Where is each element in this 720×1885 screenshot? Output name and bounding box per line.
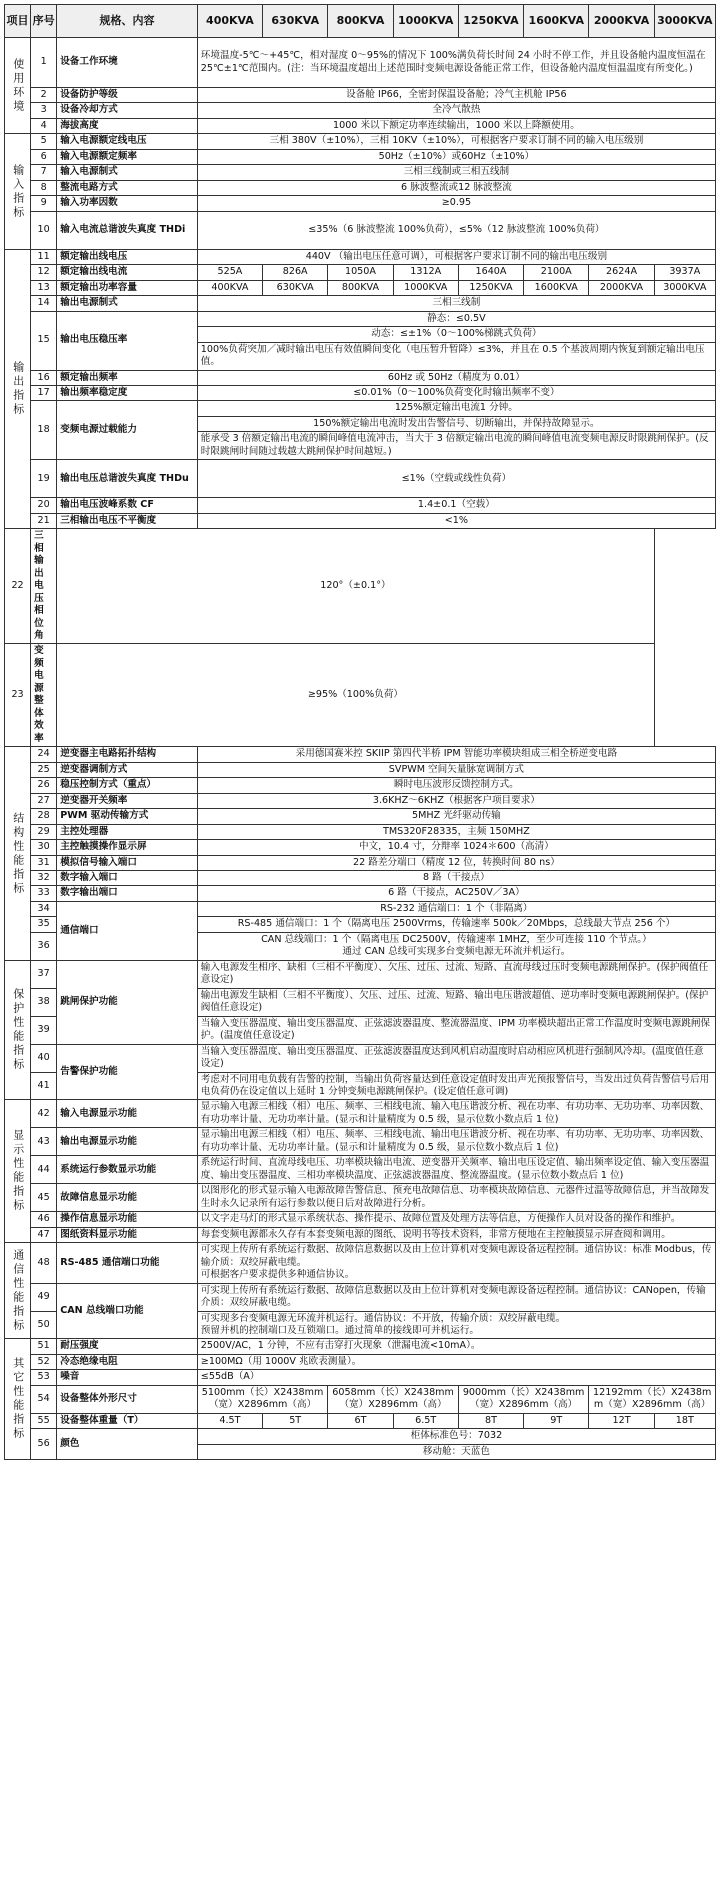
table-row: [5, 296, 716, 311]
table-row: [5, 1243, 716, 1283]
row-no: 30: [31, 840, 57, 855]
table-row: [5, 370, 716, 385]
row-no: 28: [31, 809, 57, 824]
row-no: 11: [31, 249, 57, 264]
row-no: 19: [31, 460, 57, 498]
row-text: ≥95%（100%负荷）: [57, 644, 654, 747]
row-name: 输入电源额定线电压: [57, 134, 198, 149]
row-text: 50Hz（±10%）或60Hz（±10%）: [197, 149, 715, 164]
row-no: 24: [31, 747, 57, 762]
row-text: ≥0.95: [197, 196, 715, 211]
table-row: [5, 513, 716, 528]
value-cell: 6.5T: [393, 1413, 458, 1428]
row-name: 通信端口: [57, 901, 198, 960]
text-line: CAN 总线端口：1 个（隔离电压 DC2500V，传输速率 1MHZ，至少可连接 110 个节点。）: [261, 933, 652, 945]
category-cell: 显示性能指标: [5, 1100, 31, 1243]
row-no: 18: [31, 401, 57, 460]
row-name: 输出电压稳压率: [57, 311, 198, 370]
row-text: ≤0.01%（0～100%负荷变化时输出频率不变）: [197, 385, 715, 400]
row-text: 120°（±0.1°）: [57, 529, 654, 644]
row-no: 41: [31, 1072, 57, 1100]
value-cell: 4.5T: [197, 1413, 262, 1428]
table-row: [5, 280, 716, 295]
row-text: <1%: [197, 513, 715, 528]
row-name: 设备整体重量（T）: [57, 1413, 198, 1428]
table-row: [5, 840, 716, 855]
row-text: 显示输入电源三相线（相）电压、频率、三相线电流、输入电压谐波分析、视在功率、有功功率、无功功率、功率因数、有功功率计量、无功功率计量。(显示和计量精度为 0.5 级，显示位数小数点后 1 位): [197, 1100, 715, 1128]
text-line: 通过 CAN 总线可实现多台变频电源无环流并机运行。: [342, 946, 571, 958]
row-text: 移动舱：天蓝色: [197, 1444, 715, 1459]
text-line: 可根据客户要求提供多种通信协议。: [200, 1269, 355, 1281]
row-no: 1: [31, 38, 57, 88]
row-name: 颜色: [57, 1429, 198, 1460]
table-row: [5, 1283, 716, 1311]
value-cell: 1640A: [458, 265, 523, 280]
row-no: 33: [31, 886, 57, 901]
row-no: 39: [31, 1016, 57, 1044]
row-text: 采用德国赛米控 SKIIP 第四代半桥 IPM 智能功率模块组成三相全桥逆变电路: [197, 747, 715, 762]
row-text: 125%额定输出电流1 分钟。: [197, 401, 715, 416]
row-no: 44: [31, 1156, 57, 1184]
row-text: 以图形化的形式显示输入电源故障告警信息、预充电故障信息、功率模块故障信息、元器件过温等故障信息，并当故障发生时永久记录所有运行参数以便日后对故障进行分析。: [197, 1184, 715, 1212]
row-text: 三相三线制或三相五线制: [197, 165, 715, 180]
row-no: 32: [31, 870, 57, 885]
row-text: ≥100MΩ（用 1000V 兆欧表测量）。: [197, 1354, 715, 1369]
row-text: 能承受 3 倍额定输出电流的瞬间峰值电流冲击，当大于 3 倍额定输出电流的瞬间峰值电流变频电源反时限跳闸保护。(反时限跳闸时间随过载越大跳闸保护时间越短。): [197, 432, 715, 460]
row-text: 每套变频电源都永久存有本套变频电源的图纸、说明书等技术资料，非常方便地在主控触摸显示屏查阅和调用。: [197, 1227, 715, 1242]
row-text: 输出电源发生缺相（三相不平衡度）、欠压、过压、过流、短路、输出电压谐波超值、逆功率时变频电源跳闸保护。(保护阀值任意设定): [197, 988, 715, 1016]
value-cell: 8T: [458, 1413, 523, 1428]
row-no: 20: [31, 498, 57, 513]
table-row: [5, 38, 716, 88]
row-name: RS-485 通信端口功能: [57, 1243, 198, 1283]
row-no: 53: [31, 1370, 57, 1385]
header-model: 630KVA: [263, 5, 328, 38]
row-no: 16: [31, 370, 57, 385]
table-row: [5, 134, 716, 149]
row-no: 13: [31, 280, 57, 295]
row-text: 60Hz 或 50Hz（精度为 0.01）: [197, 370, 715, 385]
row-text: [197, 1243, 715, 1283]
row-text: 以文字走马灯的形式显示系统状态、操作提示、故障位置及处理方法等信息，方便操作人员对设备的操作和维护。: [197, 1212, 715, 1227]
header-model: 2000KVA: [589, 5, 654, 38]
header-model: 3000KVA: [654, 5, 715, 38]
header-row: [5, 5, 716, 38]
header-model: 400KVA: [197, 5, 262, 38]
row-no: 14: [31, 296, 57, 311]
row-name: 三相输出电压不平衡度: [57, 513, 198, 528]
row-no: 47: [31, 1227, 57, 1242]
row-no: 22: [5, 529, 31, 644]
table-row: [5, 762, 716, 777]
row-text: 三相三线制: [197, 296, 715, 311]
table-row: [5, 196, 716, 211]
row-name: 输出频率稳定度: [57, 385, 198, 400]
row-text: [197, 932, 715, 960]
row-no: 29: [31, 824, 57, 839]
table-row: [5, 886, 716, 901]
row-name: 海拔高度: [57, 118, 198, 133]
table-row: [5, 1212, 716, 1227]
row-text: 当输入变压器温度、输出变压器温度、正弦滤波器温度达到风机启动温度时启动相应风机进行强制风冷却。(温度值任意设定): [197, 1044, 715, 1072]
value-cell: 1000KVA: [393, 280, 458, 295]
row-text: 当输入变压器温度、输出变压器温度、正弦滤波器温度、整流器温度、IPM 功率模块超出正常工作温度时变频电源跳闸保护。(温度值任意设定): [197, 1016, 715, 1044]
row-no: 21: [31, 513, 57, 528]
table-row: [5, 149, 716, 164]
row-name: 主控触摸操作显示屏: [57, 840, 198, 855]
value-cell: 18T: [654, 1413, 715, 1428]
value-cell: 5100mm（长）X2438mm（宽）X2896mm（高）: [197, 1385, 328, 1413]
row-no: 45: [31, 1184, 57, 1212]
table-row: [5, 118, 716, 133]
row-no: 17: [31, 385, 57, 400]
row-no: 31: [31, 855, 57, 870]
row-no: 15: [31, 311, 57, 370]
table-row: [5, 793, 716, 808]
row-name: 输出电压波峰系数 CF: [57, 498, 198, 513]
row-text: 8 路（干接点）: [197, 870, 715, 885]
value-cell: 3937A: [654, 265, 715, 280]
table-row: [5, 1156, 716, 1184]
value-cell: 9T: [524, 1413, 589, 1428]
row-name: 逆变器调制方式: [57, 762, 198, 777]
row-text: 显示输出电源三相线（相）电压、频率、三相线电流、输出电压谐波分析、视在功率、有功功率、无功功率、功率因数、有功功率计量、无功功率计量。(显示和计量精度为 0.5 级，显示位数小数点后 1 位): [197, 1128, 715, 1156]
category-cell: 结构性能指标: [5, 747, 31, 961]
row-name: 设备工作环境: [57, 38, 198, 88]
table-row: [5, 778, 716, 793]
row-no: 36: [31, 932, 57, 960]
row-name: 三相输出电压相位角: [31, 529, 57, 644]
row-name: 告警保护功能: [57, 1044, 198, 1100]
value-cell: 6T: [328, 1413, 393, 1428]
table-row: [5, 1370, 716, 1385]
header-category: 项目: [5, 5, 31, 38]
row-no: 48: [31, 1243, 57, 1283]
row-text: 中文，10.4 寸，分辩率 1024＊600（高清）: [197, 840, 715, 855]
table-row: [5, 855, 716, 870]
row-name: 额定输出线电压: [57, 249, 198, 264]
row-text: 100%负荷突加／减时输出电压有效值瞬间变化（电压暂升暂降）≤3%，并且在 0.5 个基波周期内恢复到额定输出电压值。: [197, 342, 715, 370]
row-text: 静态：≤0.5V: [197, 311, 715, 326]
row-no: 34: [31, 901, 57, 916]
row-name: 输出电源显示功能: [57, 1128, 198, 1156]
table-row: [5, 249, 716, 264]
row-name: 逆变器主电路拓扑结构: [57, 747, 198, 762]
value-cell: 2100A: [524, 265, 589, 280]
value-cell: 6058mm（长）X2438mm（宽）X2896mm（高）: [328, 1385, 459, 1413]
row-name: PWM 驱动传输方式: [57, 809, 198, 824]
row-no: 54: [31, 1385, 57, 1413]
row-text: RS-485 通信端口：1 个（隔离电压 2500Vrms，传输速率 500k／20Mbps，总线最大节点 256 个）: [197, 917, 715, 932]
table-row: [5, 960, 716, 988]
table-row: [5, 901, 716, 916]
table-row: [5, 1100, 716, 1128]
table-row: [5, 311, 716, 326]
row-no: 9: [31, 196, 57, 211]
row-name: 模拟信号输入端口: [57, 855, 198, 870]
row-no: 3: [31, 103, 57, 118]
value-cell: 525A: [197, 265, 262, 280]
row-no: 52: [31, 1354, 57, 1369]
row-text: 1.4±0.1（空载）: [197, 498, 715, 513]
text-line: 预留并机的控制端口及互锁端口。通过简单的接线即可并机运行。: [200, 1324, 480, 1336]
header-spec: 规格、内容: [57, 5, 198, 38]
row-name: 稳压控制方式（重点）: [57, 778, 198, 793]
table-row: [5, 1413, 716, 1428]
table-row: [5, 211, 716, 249]
category-cell: 输入指标: [5, 134, 31, 249]
header-model: 1000KVA: [393, 5, 458, 38]
row-name: 耐压强度: [57, 1339, 198, 1354]
row-no: 49: [31, 1283, 57, 1311]
row-name: 主控处理器: [57, 824, 198, 839]
category-cell: 其它性能指标: [5, 1339, 31, 1460]
row-text: [197, 1311, 715, 1339]
table-row: [5, 498, 716, 513]
row-text: TMS320F28335，主频 150MHZ: [197, 824, 715, 839]
row-name: 输入电源额定频率: [57, 149, 198, 164]
value-cell: 1050A: [328, 265, 393, 280]
row-no: 43: [31, 1128, 57, 1156]
table-row: [5, 1044, 716, 1072]
row-name: 设备整体外形尺寸: [57, 1385, 198, 1413]
table-row: [5, 401, 716, 416]
row-text: ≤35%（6 脉波整流 100%负荷），≤5%（12 脉波整流 100%负荷）: [197, 211, 715, 249]
table-row: [5, 88, 716, 103]
row-text: 2500V/AC，1 分钟，不应有击穿打火现象（泄漏电流<10mA）。: [197, 1339, 715, 1354]
row-text: SVPWM 空间矢量脉宽调制方式: [197, 762, 715, 777]
row-no: 12: [31, 265, 57, 280]
row-text: 6 脉波整流或12 脉波整流: [197, 180, 715, 195]
table-row: [5, 824, 716, 839]
value-cell: 12T: [589, 1413, 654, 1428]
row-name: 额定输出线电流: [57, 265, 198, 280]
row-no: 6: [31, 149, 57, 164]
row-text: 6 路（干接点，AC250V／3A）: [197, 886, 715, 901]
category-cell: 输出指标: [5, 249, 31, 529]
row-name: 输出电源制式: [57, 296, 198, 311]
row-name: 输出电压总谐波失真度 THDu: [57, 460, 198, 498]
row-no: 5: [31, 134, 57, 149]
row-name: 变频电源过载能力: [57, 401, 198, 460]
row-text: 瞬时电压波形反馈控制方式。: [197, 778, 715, 793]
row-name: 系统运行参数显示功能: [57, 1156, 198, 1184]
table-row: [5, 809, 716, 824]
row-no: 51: [31, 1339, 57, 1354]
table-row: [5, 1184, 716, 1212]
row-no: 37: [31, 960, 57, 988]
row-no: 25: [31, 762, 57, 777]
row-text: 输入电源发生相序、缺相（三相不平衡度）、欠压、过压、过流、短路、直流母线过压时变频电源跳闸保护。(保护阀值任意设定): [197, 960, 715, 988]
table-row: [5, 1227, 716, 1242]
row-no: 56: [31, 1429, 57, 1460]
row-text: 5MHZ 光纤驱动传输: [197, 809, 715, 824]
table-row: [5, 747, 716, 762]
row-no: 55: [31, 1413, 57, 1428]
row-text: 22 路差分端口（精度 12 位，转换时间 80 ns）: [197, 855, 715, 870]
row-no: 26: [31, 778, 57, 793]
row-text: 柜体标准色号：7032: [197, 1429, 715, 1444]
row-text: 动态：≤±1%（0～100%梯跳式负荷）: [197, 327, 715, 342]
row-no: 8: [31, 180, 57, 195]
row-no: 38: [31, 988, 57, 1016]
value-cell: 400KVA: [197, 280, 262, 295]
header-model: 800KVA: [328, 5, 393, 38]
table-row: [5, 1354, 716, 1369]
row-no: 23: [5, 644, 31, 747]
row-text: 环境温度-5℃～+45℃，相对湿度 0～95%的情况下 100%满负荷长时间 24 小时不停工作，并且设备舱内温度恒温在 25℃±1℃范围内。(注：当环境温度超出上述范围时变频电源设备能正常工作，但设备舱内温度恒温温度有所变化。): [197, 38, 715, 88]
row-no: 40: [31, 1044, 57, 1072]
table-row: [5, 1339, 716, 1354]
row-name: 数字输入端口: [57, 870, 198, 885]
row-no: 46: [31, 1212, 57, 1227]
row-name: 逆变器开关频率: [57, 793, 198, 808]
table-row: [5, 165, 716, 180]
table-row: [5, 265, 716, 280]
header-model: 1250KVA: [458, 5, 523, 38]
value-cell: 12192mm（长）X2438mm（宽）X2896mm（高）: [589, 1385, 716, 1413]
row-no: 35: [31, 917, 57, 932]
row-text: ≤55dB（A）: [197, 1370, 715, 1385]
row-text: 150%额定输出电流时发出告警信号、切断输出，并保持故障显示。: [197, 416, 715, 431]
table-row: [5, 180, 716, 195]
table-row: [5, 644, 716, 747]
table-row: [5, 1429, 716, 1444]
row-name: 输入电流总谐波失真度 THDi: [57, 211, 198, 249]
value-cell: 9000mm（长）X2438mm（宽）X2896mm（高）: [458, 1385, 589, 1413]
row-text: 三相 380V（±10%），三相 10KV（±10%），可根据客户要求订制不同的输入电压级别: [197, 134, 715, 149]
value-cell: 1600KVA: [524, 280, 589, 295]
row-no: 2: [31, 88, 57, 103]
row-name: CAN 总线端口功能: [57, 1283, 198, 1339]
row-text: 3.6KHZ～6KHZ（根据客户项目要求）: [197, 793, 715, 808]
row-no: 42: [31, 1100, 57, 1128]
row-name: 整流电路方式: [57, 180, 198, 195]
row-text: 全冷气散热: [197, 103, 715, 118]
table-row: [5, 1385, 716, 1413]
spec-table: [4, 4, 716, 1460]
text-line: 可实现多台变频电源无环流并机运行。通信协议：不开放，传输介质：双绞屏蔽电缆。: [200, 1312, 566, 1324]
row-name: 输入功率因数: [57, 196, 198, 211]
row-name: 输入电源制式: [57, 165, 198, 180]
row-no: 27: [31, 793, 57, 808]
row-name: 噪音: [57, 1370, 198, 1385]
row-name: 变频电源整体效率: [31, 644, 57, 747]
value-cell: 2624A: [589, 265, 654, 280]
row-no: 10: [31, 211, 57, 249]
text-line: 可实现上传所有系统运行数据、故障信息数据以及由上位计算机对变频电源设备远程控制。通信协议：标准 Modbus，传输介质：双绞屏蔽电缆。: [200, 1244, 712, 1268]
row-text: 考虑对不同用电负载有告警的控制，当输出负荷容量达到任意设定值时发出声光预报警信号，当发出过负荷告警信号后用电负荷仍在设定值以上延时 1 分钟变频电源跳闸保护。(设定值任意可调): [197, 1072, 715, 1100]
category-cell: 通信性能指标: [5, 1243, 31, 1339]
row-name: 输入电源显示功能: [57, 1100, 198, 1128]
value-cell: 5T: [263, 1413, 328, 1428]
table-row: [5, 529, 716, 644]
category-cell: 保护性能指标: [5, 960, 31, 1100]
value-cell: 800KVA: [328, 280, 393, 295]
row-text: RS-232 通信端口：1 个（非隔离）: [197, 901, 715, 916]
row-text: 系统运行时间、直流母线电压、功率模块输出电流、逆变器开关频率、输出电压设定值、输出频率设定值、输入变压器温度、输出变压器温度、三相功率模块温度、正弦滤波器温度、整流器温度。(显示位数小数点后 1 位): [197, 1156, 715, 1184]
table-row: [5, 1128, 716, 1156]
row-name: 操作信息显示功能: [57, 1212, 198, 1227]
value-cell: 826A: [263, 265, 328, 280]
row-name: 图纸资料显示功能: [57, 1227, 198, 1242]
header-no: 序号: [31, 5, 57, 38]
table-row: [5, 385, 716, 400]
table-row: [5, 460, 716, 498]
row-text: 440V （输出电压任意可调），可根据客户要求订制不同的输出电压级别: [197, 249, 715, 264]
row-no: 4: [31, 118, 57, 133]
row-text: ≤1%（空载或线性负荷）: [197, 460, 715, 498]
row-text: 1000 米以下额定功率连续输出，1000 米以上降额使用。: [197, 118, 715, 133]
row-name: 设备冷却方式: [57, 103, 198, 118]
value-cell: 1250KVA: [458, 280, 523, 295]
row-name: 冷态绝缘电阻: [57, 1354, 198, 1369]
value-cell: 2000KVA: [589, 280, 654, 295]
row-no: 7: [31, 165, 57, 180]
row-name: 故障信息显示功能: [57, 1184, 198, 1212]
row-name: 额定输出功率容量: [57, 280, 198, 295]
header-model: 1600KVA: [524, 5, 589, 38]
row-name: 数字输出端口: [57, 886, 198, 901]
value-cell: 3000KVA: [654, 280, 715, 295]
row-name: 设备防护等级: [57, 88, 198, 103]
table-row: [5, 870, 716, 885]
row-no: 50: [31, 1311, 57, 1339]
value-cell: 1312A: [393, 265, 458, 280]
row-name: 跳闸保护功能: [57, 960, 198, 1044]
value-cell: 630KVA: [263, 280, 328, 295]
table-row: [5, 103, 716, 118]
row-name: 额定输出频率: [57, 370, 198, 385]
category-cell: 使用环境: [5, 38, 31, 134]
row-text: 设备舱 IP66，全密封保温设备舱；冷气主机舱 IP56: [197, 88, 715, 103]
row-text: 可实现上传所有系统运行数据、故障信息数据以及由上位计算机对变频电源设备远程控制。通信协议：CANopen，传输介质：双绞屏蔽电缆。: [197, 1283, 715, 1311]
